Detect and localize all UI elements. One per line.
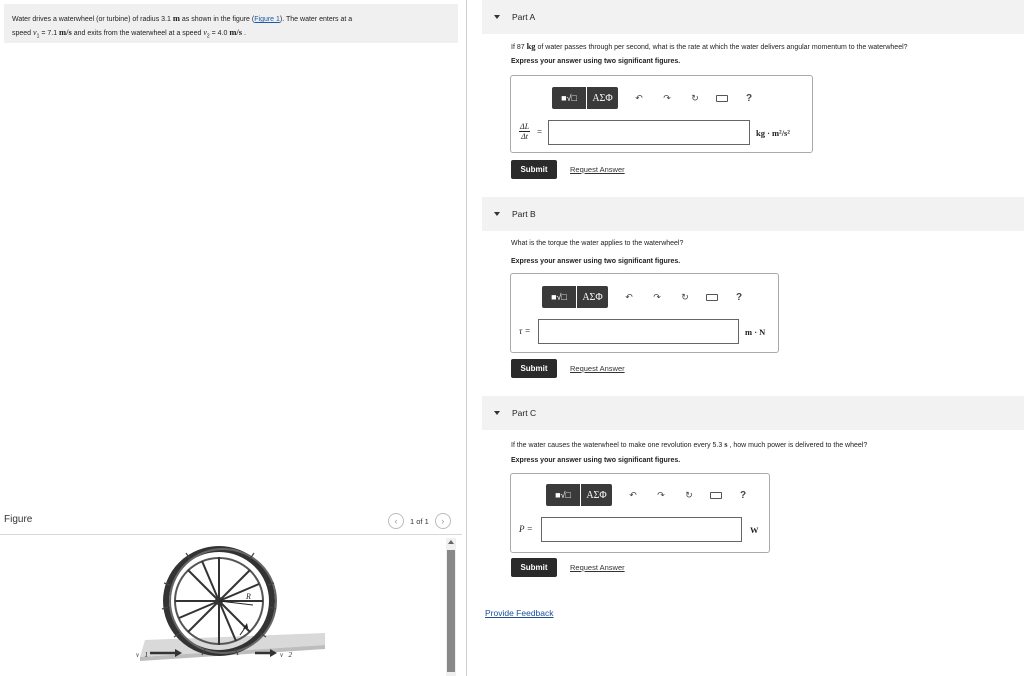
- question-text: , how much power is delivered to the wheel?: [727, 442, 868, 449]
- problem-text: ). The water enters at a: [279, 16, 353, 23]
- problem-text: as shown in the figure (: [179, 16, 255, 23]
- chevron-left-icon[interactable]: ‹: [388, 513, 404, 529]
- lhs-denominator: Δt: [521, 132, 529, 141]
- unit-text: s: [724, 439, 728, 449]
- chevron-right-icon[interactable]: ›: [435, 513, 451, 529]
- part-a-instruction: Express your answer using two significant figures.: [511, 58, 681, 65]
- problem-text: = 4.0: [209, 30, 230, 37]
- v2-label: v⃗2: [280, 651, 293, 659]
- part-a-answer-input[interactable]: [548, 120, 750, 145]
- help-icon[interactable]: ?: [745, 92, 753, 104]
- waterwheel-figure: [130, 545, 330, 670]
- figure-scrollbar[interactable]: [446, 538, 456, 676]
- problem-text: and exits from the waterwheel at a speed: [71, 30, 204, 37]
- part-title: Part C: [512, 408, 537, 418]
- provide-feedback-link[interactable]: Provide Feedback: [485, 608, 554, 618]
- part-title: Part A: [512, 12, 536, 22]
- symbols-button[interactable]: AΣΦ: [581, 484, 612, 506]
- part-c-request-answer-link[interactable]: Request Answer: [570, 563, 625, 572]
- part-a-lhs: [519, 122, 530, 141]
- question-text: If the water causes the waterwheel to make one revolution every 5.3: [511, 442, 725, 449]
- caret-down-icon[interactable]: [494, 15, 500, 19]
- redo-icon[interactable]: ↷: [653, 291, 661, 302]
- part-c-answer-input[interactable]: [541, 517, 742, 542]
- part-b-toolbar: [542, 286, 746, 308]
- panel-divider: [466, 0, 467, 676]
- part-b-request-answer-link[interactable]: Request Answer: [570, 364, 625, 373]
- part-c-lhs: P =: [519, 524, 533, 534]
- caret-down-icon[interactable]: [494, 411, 500, 415]
- part-b-lhs: τ =: [519, 326, 531, 336]
- part-a-header[interactable]: [482, 0, 1024, 34]
- part-title: Part B: [512, 209, 536, 219]
- figure-link[interactable]: Figure 1: [254, 16, 280, 23]
- figure-count: 1 of 1: [410, 516, 429, 526]
- part-b-unit: m · N: [745, 327, 766, 337]
- reset-icon[interactable]: ↻: [691, 92, 699, 103]
- var-v1-sub: 1: [36, 33, 40, 40]
- problem-statement: [4, 4, 458, 43]
- scroll-up-icon[interactable]: [448, 540, 454, 544]
- redo-icon[interactable]: ↷: [657, 489, 665, 500]
- problem-panel: [0, 0, 462, 676]
- help-icon[interactable]: ?: [735, 291, 743, 303]
- problem-text: = 7.1: [39, 30, 60, 37]
- part-b-instruction: Express your answer using two significant figures.: [511, 258, 681, 265]
- part-a-unit: kg · m²/s²: [756, 128, 790, 138]
- part-a-question: [511, 41, 908, 51]
- reset-icon[interactable]: ↻: [681, 291, 689, 302]
- part-a-request-answer-link[interactable]: Request Answer: [570, 165, 625, 174]
- figure-nav: [388, 513, 451, 529]
- part-c-instruction: Express your answer using two significant figures.: [511, 457, 681, 464]
- undo-icon[interactable]: ↶: [625, 291, 633, 302]
- var-v1: v: [33, 28, 37, 37]
- templates-button[interactable]: ■√□: [546, 484, 580, 506]
- figure-title: Figure: [4, 514, 33, 525]
- part-b-submit-button[interactable]: Submit: [511, 359, 557, 378]
- part-b-answer-input[interactable]: [538, 319, 739, 344]
- problem-text: speed: [12, 30, 34, 37]
- equals-sign: =: [537, 127, 543, 137]
- part-c-unit: W: [750, 525, 759, 535]
- unit-text: kg: [526, 41, 536, 51]
- problem-text: Water drives a waterwheel (or turbine) of radius 3.1: [12, 16, 173, 23]
- part-c-question: [511, 439, 867, 449]
- question-text: of water passes through per second, what is the rate at which the water delivers angular momentum to the waterwheel?: [535, 44, 908, 51]
- unit-text: m/s: [59, 27, 72, 37]
- radius-label: R: [246, 592, 251, 601]
- divider: [0, 534, 462, 535]
- part-b-header[interactable]: [482, 197, 1024, 231]
- var-v2: v: [203, 28, 207, 37]
- reset-icon[interactable]: ↻: [685, 489, 693, 500]
- question-text: If 87: [511, 44, 527, 51]
- keyboard-icon[interactable]: [706, 294, 718, 301]
- keyboard-icon[interactable]: [716, 95, 728, 102]
- undo-icon[interactable]: ↶: [629, 489, 637, 500]
- part-a-submit-button[interactable]: Submit: [511, 160, 557, 179]
- part-b-question: What is the torque the water applies to the waterwheel?: [511, 240, 684, 247]
- unit-text: m: [172, 13, 180, 23]
- part-c-submit-button[interactable]: Submit: [511, 558, 557, 577]
- problem-text: .: [242, 30, 246, 37]
- part-a-toolbar: [552, 87, 756, 109]
- caret-down-icon[interactable]: [494, 212, 500, 216]
- lhs-numerator: ΔL: [520, 122, 530, 131]
- symbols-button[interactable]: AΣΦ: [577, 286, 608, 308]
- scroll-thumb[interactable]: [447, 550, 455, 672]
- unit-text: m/s: [229, 27, 243, 37]
- part-c-header[interactable]: [482, 396, 1024, 430]
- help-icon[interactable]: ?: [739, 489, 747, 501]
- undo-icon[interactable]: ↶: [635, 92, 643, 103]
- templates-button[interactable]: ■√□: [552, 87, 586, 109]
- part-c-toolbar: [546, 484, 750, 506]
- redo-icon[interactable]: ↷: [663, 92, 671, 103]
- var-v2-sub: 2: [206, 33, 210, 40]
- symbols-button[interactable]: AΣΦ: [587, 87, 618, 109]
- keyboard-icon[interactable]: [710, 492, 722, 499]
- v1-label: v⃗1: [136, 651, 149, 659]
- templates-button[interactable]: ■√□: [542, 286, 576, 308]
